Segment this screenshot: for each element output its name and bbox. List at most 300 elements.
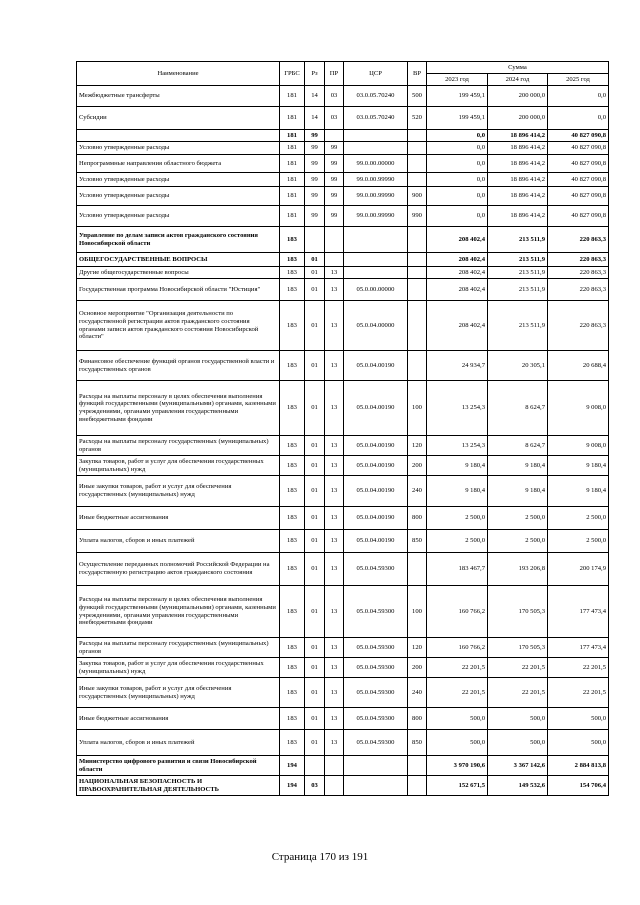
cell-vr: 800 (408, 708, 427, 730)
cell-rz: 99 (305, 130, 325, 142)
table-row (77, 756, 609, 776)
cell-rz (305, 756, 325, 776)
table-row (77, 301, 609, 351)
cell-csr: 03.0.05.70240 (344, 107, 408, 130)
table-row (77, 658, 609, 678)
cell-sum-2025: 2 500,0 (548, 530, 609, 553)
cell-name: Субсидии (77, 107, 280, 130)
cell-name: Закупка товаров, работ и услуг для обеспечения государственных (муниципальных) нужд (77, 658, 280, 678)
cell-name: Закупка товаров, работ и услуг для обеспечения государственных (муниципальных) нужд (77, 456, 280, 476)
cell-grbs: 181 (280, 142, 305, 155)
cell-vr: 800 (408, 507, 427, 530)
cell-grbs: 181 (280, 155, 305, 173)
cell-vr (408, 130, 427, 142)
header-sum: Сумма (427, 62, 609, 74)
cell-csr (344, 756, 408, 776)
cell-sum-2024: 18 896 414,2 (488, 155, 548, 173)
cell-pr (325, 227, 344, 253)
cell-grbs: 183 (280, 253, 305, 267)
table-row (77, 381, 609, 436)
cell-csr (344, 267, 408, 279)
cell-rz: 01 (305, 730, 325, 756)
cell-rz: 01 (305, 301, 325, 351)
cell-sum-2024: 213 511,9 (488, 267, 548, 279)
cell-pr: 99 (325, 142, 344, 155)
cell-pr: 03 (325, 107, 344, 130)
header-year-2023: 2023 год (427, 74, 488, 86)
cell-rz: 14 (305, 107, 325, 130)
cell-sum-2023: 160 766,2 (427, 638, 488, 658)
cell-csr: 05.0.04.59300 (344, 638, 408, 658)
cell-vr: 240 (408, 678, 427, 708)
table-row (77, 553, 609, 586)
table-body (77, 86, 609, 796)
table-row (77, 173, 609, 187)
cell-name: Министерство цифрового развития и связи Новосибирской области (77, 756, 280, 776)
cell-vr (408, 142, 427, 155)
cell-vr: 850 (408, 530, 427, 553)
cell-sum-2023: 208 402,4 (427, 227, 488, 253)
cell-rz: 99 (305, 155, 325, 173)
cell-pr (325, 776, 344, 796)
cell-rz: 01 (305, 678, 325, 708)
cell-grbs: 183 (280, 586, 305, 638)
cell-name: Расходы на выплаты персоналу в целях обеспечения выполнения функций государственными (муниципальными) органами, казенными учреждениями, органами управления государственными внебюджетными фондами (77, 586, 280, 638)
cell-sum-2025: 40 827 090,8 (548, 142, 609, 155)
cell-sum-2025: 220 863,3 (548, 301, 609, 351)
table-row (77, 507, 609, 530)
cell-rz: 01 (305, 658, 325, 678)
header-name: Наименование (77, 62, 280, 86)
cell-csr: 05.0.04.00190 (344, 351, 408, 381)
cell-name (77, 130, 280, 142)
page-footer: Страница 170 из 191 (271, 851, 369, 863)
cell-sum-2024: 193 206,8 (488, 553, 548, 586)
table-row (77, 187, 609, 206)
cell-sum-2025: 220 863,3 (548, 279, 609, 301)
table-row (77, 86, 609, 107)
cell-sum-2024: 500,0 (488, 730, 548, 756)
cell-grbs: 183 (280, 638, 305, 658)
cell-sum-2025: 177 473,4 (548, 638, 609, 658)
cell-name: Государственная программа Новосибирской области "Юстиция" (77, 279, 280, 301)
cell-name: Расходы на выплаты персоналу государственных (муниципальных) органов (77, 436, 280, 456)
table-header (77, 62, 609, 86)
cell-rz: 01 (305, 638, 325, 658)
cell-sum-2024: 22 201,5 (488, 678, 548, 708)
cell-grbs: 183 (280, 476, 305, 507)
table-row (77, 206, 609, 227)
cell-grbs: 181 (280, 173, 305, 187)
cell-name: Иные закупки товаров, работ и услуг для обеспечения государственных (муниципальных) нужд (77, 678, 280, 708)
cell-sum-2024: 170 505,3 (488, 638, 548, 658)
table-row (77, 530, 609, 553)
table-row (77, 638, 609, 658)
cell-sum-2023: 152 671,5 (427, 776, 488, 796)
cell-sum-2025: 200 174,9 (548, 553, 609, 586)
cell-grbs: 183 (280, 301, 305, 351)
cell-vr (408, 173, 427, 187)
cell-sum-2023: 160 766,2 (427, 586, 488, 638)
cell-sum-2024: 2 500,0 (488, 530, 548, 553)
cell-sum-2024: 213 511,9 (488, 227, 548, 253)
table-row (77, 586, 609, 638)
cell-csr (344, 253, 408, 267)
cell-pr: 13 (325, 530, 344, 553)
cell-name: Финансовое обеспечение функций органов государственной власти и государственных органов (77, 351, 280, 381)
cell-sum-2025: 2 500,0 (548, 507, 609, 530)
cell-csr: 99.0.00.00000 (344, 155, 408, 173)
cell-sum-2024: 18 896 414,2 (488, 206, 548, 227)
table-row (77, 456, 609, 476)
cell-csr: 05.0.04.00190 (344, 476, 408, 507)
table-row (77, 476, 609, 507)
cell-sum-2024: 8 624,7 (488, 381, 548, 436)
cell-csr: 05.0.04.59300 (344, 586, 408, 638)
cell-sum-2023: 22 201,5 (427, 658, 488, 678)
cell-csr: 05.0.04.00190 (344, 381, 408, 436)
cell-sum-2023: 3 970 190,6 (427, 756, 488, 776)
cell-grbs: 183 (280, 507, 305, 530)
cell-rz: 01 (305, 351, 325, 381)
cell-name: Межбюджетные трансферты (77, 86, 280, 107)
cell-name: Управление по делам записи актов гражданского состояния Новосибирской области (77, 227, 280, 253)
cell-sum-2023: 500,0 (427, 708, 488, 730)
cell-csr: 05.0.04.00190 (344, 507, 408, 530)
cell-rz: 99 (305, 187, 325, 206)
cell-name: Условно утвержденные расходы (77, 206, 280, 227)
cell-rz: 01 (305, 553, 325, 586)
cell-csr: 05.0.04.59300 (344, 658, 408, 678)
cell-pr: 13 (325, 351, 344, 381)
cell-sum-2025: 40 827 090,8 (548, 155, 609, 173)
cell-csr: 05.0.04.00190 (344, 436, 408, 456)
cell-sum-2025: 2 884 813,8 (548, 756, 609, 776)
cell-rz: 01 (305, 436, 325, 456)
cell-vr: 520 (408, 107, 427, 130)
cell-vr (408, 776, 427, 796)
cell-rz: 99 (305, 206, 325, 227)
table-row (77, 253, 609, 267)
cell-sum-2024: 170 505,3 (488, 586, 548, 638)
cell-csr (344, 227, 408, 253)
cell-vr: 900 (408, 187, 427, 206)
cell-name: Иные закупки товаров, работ и услуг для обеспечения государственных (муниципальных) нужд (77, 476, 280, 507)
cell-sum-2024: 18 896 414,2 (488, 187, 548, 206)
cell-vr: 850 (408, 730, 427, 756)
cell-name: ОБЩЕГОСУДАРСТВЕННЫЕ ВОПРОСЫ (77, 253, 280, 267)
cell-sum-2024: 200 000,0 (488, 107, 548, 130)
table-row (77, 436, 609, 456)
table-row (77, 142, 609, 155)
table-row (77, 227, 609, 253)
cell-sum-2023: 0,0 (427, 130, 488, 142)
cell-pr: 13 (325, 476, 344, 507)
cell-sum-2024: 3 367 142,6 (488, 756, 548, 776)
cell-name: Расходы на выплаты персоналу государственных (муниципальных) органов (77, 638, 280, 658)
cell-pr: 13 (325, 507, 344, 530)
cell-name: Условно утвержденные расходы (77, 173, 280, 187)
cell-sum-2025: 177 473,4 (548, 586, 609, 638)
cell-pr: 13 (325, 730, 344, 756)
cell-name: Уплата налогов, сборов и иных платежей (77, 730, 280, 756)
table-row (77, 267, 609, 279)
table-row (77, 107, 609, 130)
cell-pr: 13 (325, 638, 344, 658)
cell-sum-2025: 22 201,5 (548, 678, 609, 708)
cell-sum-2024: 18 896 414,2 (488, 173, 548, 187)
cell-vr (408, 267, 427, 279)
cell-sum-2024: 200 000,0 (488, 86, 548, 107)
cell-vr: 990 (408, 206, 427, 227)
table-row (77, 730, 609, 756)
cell-grbs: 181 (280, 206, 305, 227)
cell-vr (408, 155, 427, 173)
cell-grbs: 183 (280, 553, 305, 586)
cell-name: Непрограммные направления областного бюджета (77, 155, 280, 173)
cell-rz: 01 (305, 279, 325, 301)
cell-vr: 240 (408, 476, 427, 507)
cell-sum-2025: 154 706,4 (548, 776, 609, 796)
cell-sum-2023: 199 459,1 (427, 107, 488, 130)
cell-rz: 99 (305, 173, 325, 187)
cell-sum-2023: 0,0 (427, 173, 488, 187)
cell-sum-2025: 40 827 090,8 (548, 130, 609, 142)
cell-sum-2023: 0,0 (427, 187, 488, 206)
cell-sum-2024: 22 201,5 (488, 658, 548, 678)
cell-sum-2023: 2 500,0 (427, 507, 488, 530)
cell-sum-2023: 24 934,7 (427, 351, 488, 381)
cell-grbs: 183 (280, 227, 305, 253)
cell-sum-2025: 40 827 090,8 (548, 173, 609, 187)
cell-sum-2023: 208 402,4 (427, 301, 488, 351)
budget-page (76, 61, 608, 796)
cell-pr: 13 (325, 267, 344, 279)
cell-grbs: 181 (280, 130, 305, 142)
cell-rz: 01 (305, 456, 325, 476)
cell-csr: 99.0.00.99990 (344, 187, 408, 206)
header-grbs: ГРБС (280, 62, 305, 86)
cell-sum-2023: 22 201,5 (427, 678, 488, 708)
cell-name: Основное мероприятие "Организация деятельности по государственной регистрации актов гражданского состояния органами записи актов гражданского состояния Новосибирской области" (77, 301, 280, 351)
cell-rz (305, 227, 325, 253)
cell-grbs: 194 (280, 756, 305, 776)
cell-sum-2023: 13 254,3 (427, 436, 488, 456)
cell-pr: 13 (325, 381, 344, 436)
cell-vr (408, 279, 427, 301)
cell-vr: 100 (408, 381, 427, 436)
cell-grbs: 183 (280, 678, 305, 708)
cell-sum-2024: 213 511,9 (488, 301, 548, 351)
budget-table (76, 61, 609, 796)
cell-name: Условно утвержденные расходы (77, 187, 280, 206)
table-row (77, 678, 609, 708)
cell-vr: 200 (408, 456, 427, 476)
cell-sum-2023: 0,0 (427, 142, 488, 155)
cell-sum-2025: 9 008,0 (548, 381, 609, 436)
cell-pr: 99 (325, 206, 344, 227)
cell-pr (325, 130, 344, 142)
cell-rz: 01 (305, 267, 325, 279)
cell-sum-2025: 40 827 090,8 (548, 187, 609, 206)
cell-vr: 120 (408, 638, 427, 658)
cell-name: Осуществление переданных полномочий Российской Федерации на государственную регистрацию актов гражданского состояния (77, 553, 280, 586)
cell-csr: 99.0.00.99990 (344, 206, 408, 227)
cell-sum-2025: 0,0 (548, 86, 609, 107)
cell-sum-2023: 199 459,1 (427, 86, 488, 107)
header-vr: ВР (408, 62, 427, 86)
cell-csr: 05.0.04.00190 (344, 530, 408, 553)
cell-sum-2025: 9 008,0 (548, 436, 609, 456)
cell-rz: 01 (305, 476, 325, 507)
header-pr: ПР (325, 62, 344, 86)
cell-vr: 500 (408, 86, 427, 107)
cell-grbs: 183 (280, 381, 305, 436)
cell-grbs: 183 (280, 530, 305, 553)
cell-vr (408, 227, 427, 253)
cell-sum-2023: 0,0 (427, 155, 488, 173)
cell-sum-2025: 22 201,5 (548, 658, 609, 678)
cell-name: Иные бюджетные ассигнования (77, 507, 280, 530)
cell-sum-2025: 220 863,3 (548, 267, 609, 279)
cell-csr: 05.0.04.59300 (344, 553, 408, 586)
cell-sum-2023: 208 402,4 (427, 253, 488, 267)
cell-name: Иные бюджетные ассигнования (77, 708, 280, 730)
cell-csr: 03.0.05.70240 (344, 86, 408, 107)
cell-name: Другие общегосударственные вопросы (77, 267, 280, 279)
cell-csr (344, 130, 408, 142)
cell-csr: 05.0.04.59300 (344, 730, 408, 756)
cell-sum-2024: 213 511,9 (488, 279, 548, 301)
cell-pr: 99 (325, 187, 344, 206)
cell-name: Условно утвержденные расходы (77, 142, 280, 155)
cell-sum-2025: 500,0 (548, 708, 609, 730)
header-year-2025: 2025 год (548, 74, 609, 86)
cell-pr (325, 756, 344, 776)
cell-sum-2024: 18 896 414,2 (488, 130, 548, 142)
cell-rz: 01 (305, 708, 325, 730)
table-row (77, 776, 609, 796)
table-row (77, 155, 609, 173)
cell-sum-2024: 18 896 414,2 (488, 142, 548, 155)
table-row (77, 279, 609, 301)
cell-csr: 05.0.04.00000 (344, 301, 408, 351)
cell-rz: 01 (305, 253, 325, 267)
cell-grbs: 183 (280, 730, 305, 756)
cell-pr (325, 253, 344, 267)
cell-grbs: 181 (280, 107, 305, 130)
cell-sum-2025: 220 863,3 (548, 253, 609, 267)
cell-sum-2024: 9 180,4 (488, 476, 548, 507)
header-year-2024: 2024 год (488, 74, 548, 86)
cell-rz: 01 (305, 381, 325, 436)
cell-rz: 14 (305, 86, 325, 107)
table-row (77, 130, 609, 142)
cell-sum-2025: 40 827 090,8 (548, 206, 609, 227)
cell-sum-2024: 9 180,4 (488, 456, 548, 476)
cell-vr: 120 (408, 436, 427, 456)
cell-vr (408, 253, 427, 267)
cell-sum-2024: 149 532,6 (488, 776, 548, 796)
cell-sum-2025: 220 863,3 (548, 227, 609, 253)
cell-grbs: 183 (280, 456, 305, 476)
cell-sum-2023: 13 254,3 (427, 381, 488, 436)
cell-sum-2025: 500,0 (548, 730, 609, 756)
cell-sum-2025: 0,0 (548, 107, 609, 130)
cell-sum-2023: 9 180,4 (427, 456, 488, 476)
cell-sum-2024: 500,0 (488, 708, 548, 730)
header-rz: Рз (305, 62, 325, 86)
cell-sum-2023: 183 467,7 (427, 553, 488, 586)
cell-pr: 13 (325, 553, 344, 586)
cell-grbs: 194 (280, 776, 305, 796)
cell-name: Уплата налогов, сборов и иных платежей (77, 530, 280, 553)
cell-rz: 01 (305, 507, 325, 530)
cell-pr: 13 (325, 658, 344, 678)
cell-sum-2023: 0,0 (427, 206, 488, 227)
cell-csr: 05.0.04.59300 (344, 708, 408, 730)
cell-sum-2024: 20 305,1 (488, 351, 548, 381)
cell-csr: 99.0.00.99990 (344, 173, 408, 187)
cell-csr (344, 776, 408, 796)
cell-grbs: 183 (280, 351, 305, 381)
cell-sum-2023: 500,0 (427, 730, 488, 756)
cell-grbs: 181 (280, 86, 305, 107)
cell-pr: 13 (325, 708, 344, 730)
cell-pr: 13 (325, 279, 344, 301)
cell-grbs: 183 (280, 436, 305, 456)
cell-vr (408, 756, 427, 776)
cell-vr (408, 301, 427, 351)
cell-pr: 99 (325, 155, 344, 173)
cell-sum-2024: 8 624,7 (488, 436, 548, 456)
cell-sum-2025: 9 180,4 (548, 476, 609, 507)
cell-vr (408, 351, 427, 381)
cell-pr: 03 (325, 86, 344, 107)
cell-sum-2025: 20 688,4 (548, 351, 609, 381)
cell-pr: 13 (325, 436, 344, 456)
cell-grbs: 183 (280, 658, 305, 678)
cell-sum-2024: 213 511,9 (488, 253, 548, 267)
cell-vr: 200 (408, 658, 427, 678)
cell-csr: 05.0.00.00000 (344, 279, 408, 301)
cell-sum-2023: 208 402,4 (427, 279, 488, 301)
cell-sum-2025: 9 180,4 (548, 456, 609, 476)
cell-rz: 03 (305, 776, 325, 796)
header-csr: ЦСР (344, 62, 408, 86)
cell-rz: 01 (305, 530, 325, 553)
cell-csr: 05.0.04.00190 (344, 456, 408, 476)
table-row (77, 351, 609, 381)
cell-grbs: 183 (280, 708, 305, 730)
cell-sum-2024: 2 500,0 (488, 507, 548, 530)
cell-grbs: 183 (280, 279, 305, 301)
cell-pr: 13 (325, 586, 344, 638)
cell-name: Расходы на выплаты персоналу в целях обеспечения выполнения функций государственными (муниципальными) органами, казенными учреждениями, органами управления государственными внебюджетными фондами (77, 381, 280, 436)
cell-pr: 13 (325, 456, 344, 476)
cell-pr: 13 (325, 678, 344, 708)
cell-grbs: 183 (280, 267, 305, 279)
cell-sum-2023: 2 500,0 (427, 530, 488, 553)
cell-rz: 01 (305, 586, 325, 638)
cell-vr: 100 (408, 586, 427, 638)
cell-sum-2023: 208 402,4 (427, 267, 488, 279)
cell-rz: 99 (305, 142, 325, 155)
cell-vr (408, 553, 427, 586)
cell-pr: 13 (325, 301, 344, 351)
cell-csr: 05.0.04.59300 (344, 678, 408, 708)
cell-grbs: 181 (280, 187, 305, 206)
